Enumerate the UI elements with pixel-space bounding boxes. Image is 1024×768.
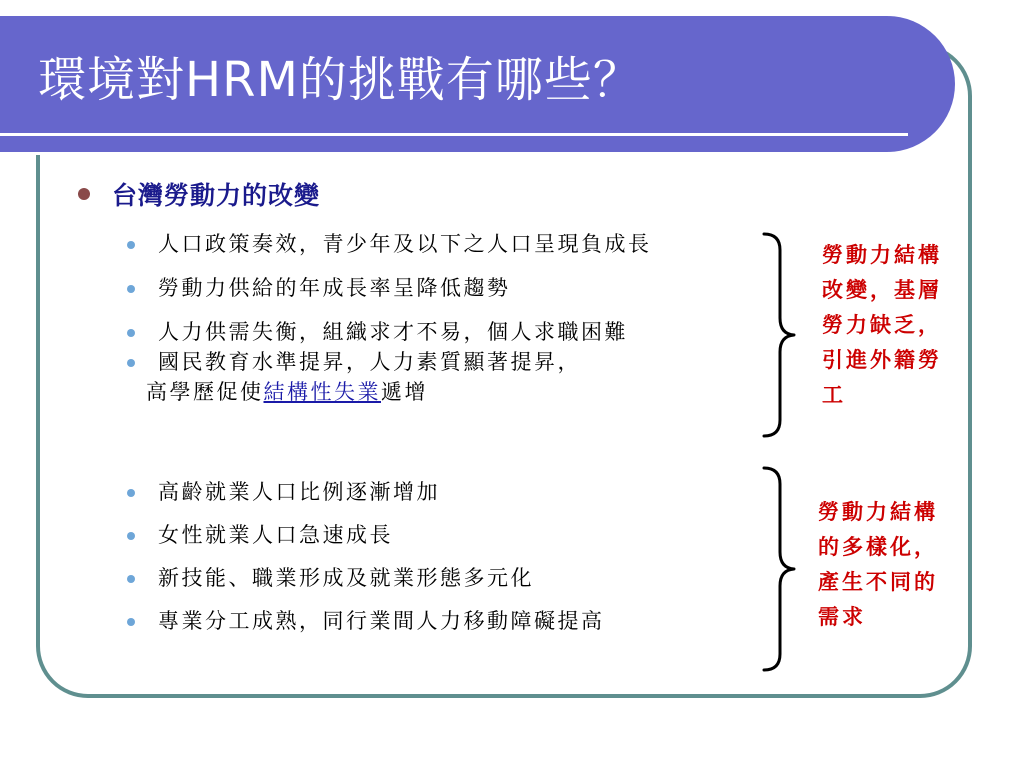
bullet-icon — [127, 285, 135, 293]
bullet-icon — [127, 359, 135, 367]
group2-note: 勞動力結構的多樣化，產生不同的需求 — [818, 499, 938, 629]
list-item — [126, 234, 652, 255]
list-item-text: 高齡就業人口比例逐漸增加 — [158, 480, 440, 504]
list-item-text: 人口政策奏效，青少年及以下之人口呈現負成長 — [158, 232, 652, 256]
brace-group2 — [762, 464, 802, 674]
list-item-text: 人力供需失衡，組織求才不易，個人求職困難 — [158, 320, 628, 344]
list-item-text: 專業分工成熟，同行業間人力移動障礙提高 — [158, 609, 605, 633]
list-item — [126, 278, 652, 299]
group2-list — [126, 482, 605, 632]
list-item-text: 國民教育水準提昇，人力素質顯著提昇， — [158, 350, 581, 374]
bullet-icon — [78, 188, 90, 200]
list-item — [126, 568, 605, 589]
section-heading: 台灣勞動力的改變 — [112, 181, 321, 210]
list-item-text: 女性就業人口急速成長 — [158, 523, 393, 547]
list-item-text: 新技能、職業形成及就業形態多元化 — [158, 566, 534, 590]
bullet-icon — [127, 241, 135, 249]
slide-title: 環境對HRM的挑戰有哪些？ — [38, 52, 642, 108]
list-item — [126, 611, 605, 632]
bullet-icon — [127, 575, 135, 583]
bullet-icon — [127, 618, 135, 626]
title-bar — [0, 16, 955, 152]
list-item — [126, 482, 605, 503]
list-item — [126, 322, 652, 343]
group1-note: 勞動力結構改變，基層勞力缺乏，引進外籍勞工 — [822, 242, 942, 407]
bullet-icon — [127, 329, 135, 337]
brace-group1 — [762, 230, 802, 440]
group1-list — [126, 234, 652, 403]
list-item-text: 勞動力供給的年成長率呈降低趨勢 — [158, 276, 511, 300]
title-underline — [0, 133, 908, 136]
list-item — [126, 352, 652, 373]
list-item — [126, 525, 605, 546]
structural-unemployment-link[interactable]: 結構性失業 — [263, 380, 381, 404]
continuation-text-end: 遞增 — [381, 380, 428, 404]
list-item-continuation — [146, 382, 652, 403]
bullet-icon — [127, 489, 135, 497]
continuation-text: 高學歷促使 — [146, 380, 264, 404]
heading-bullet-row — [78, 176, 320, 212]
bullet-icon — [127, 532, 135, 540]
